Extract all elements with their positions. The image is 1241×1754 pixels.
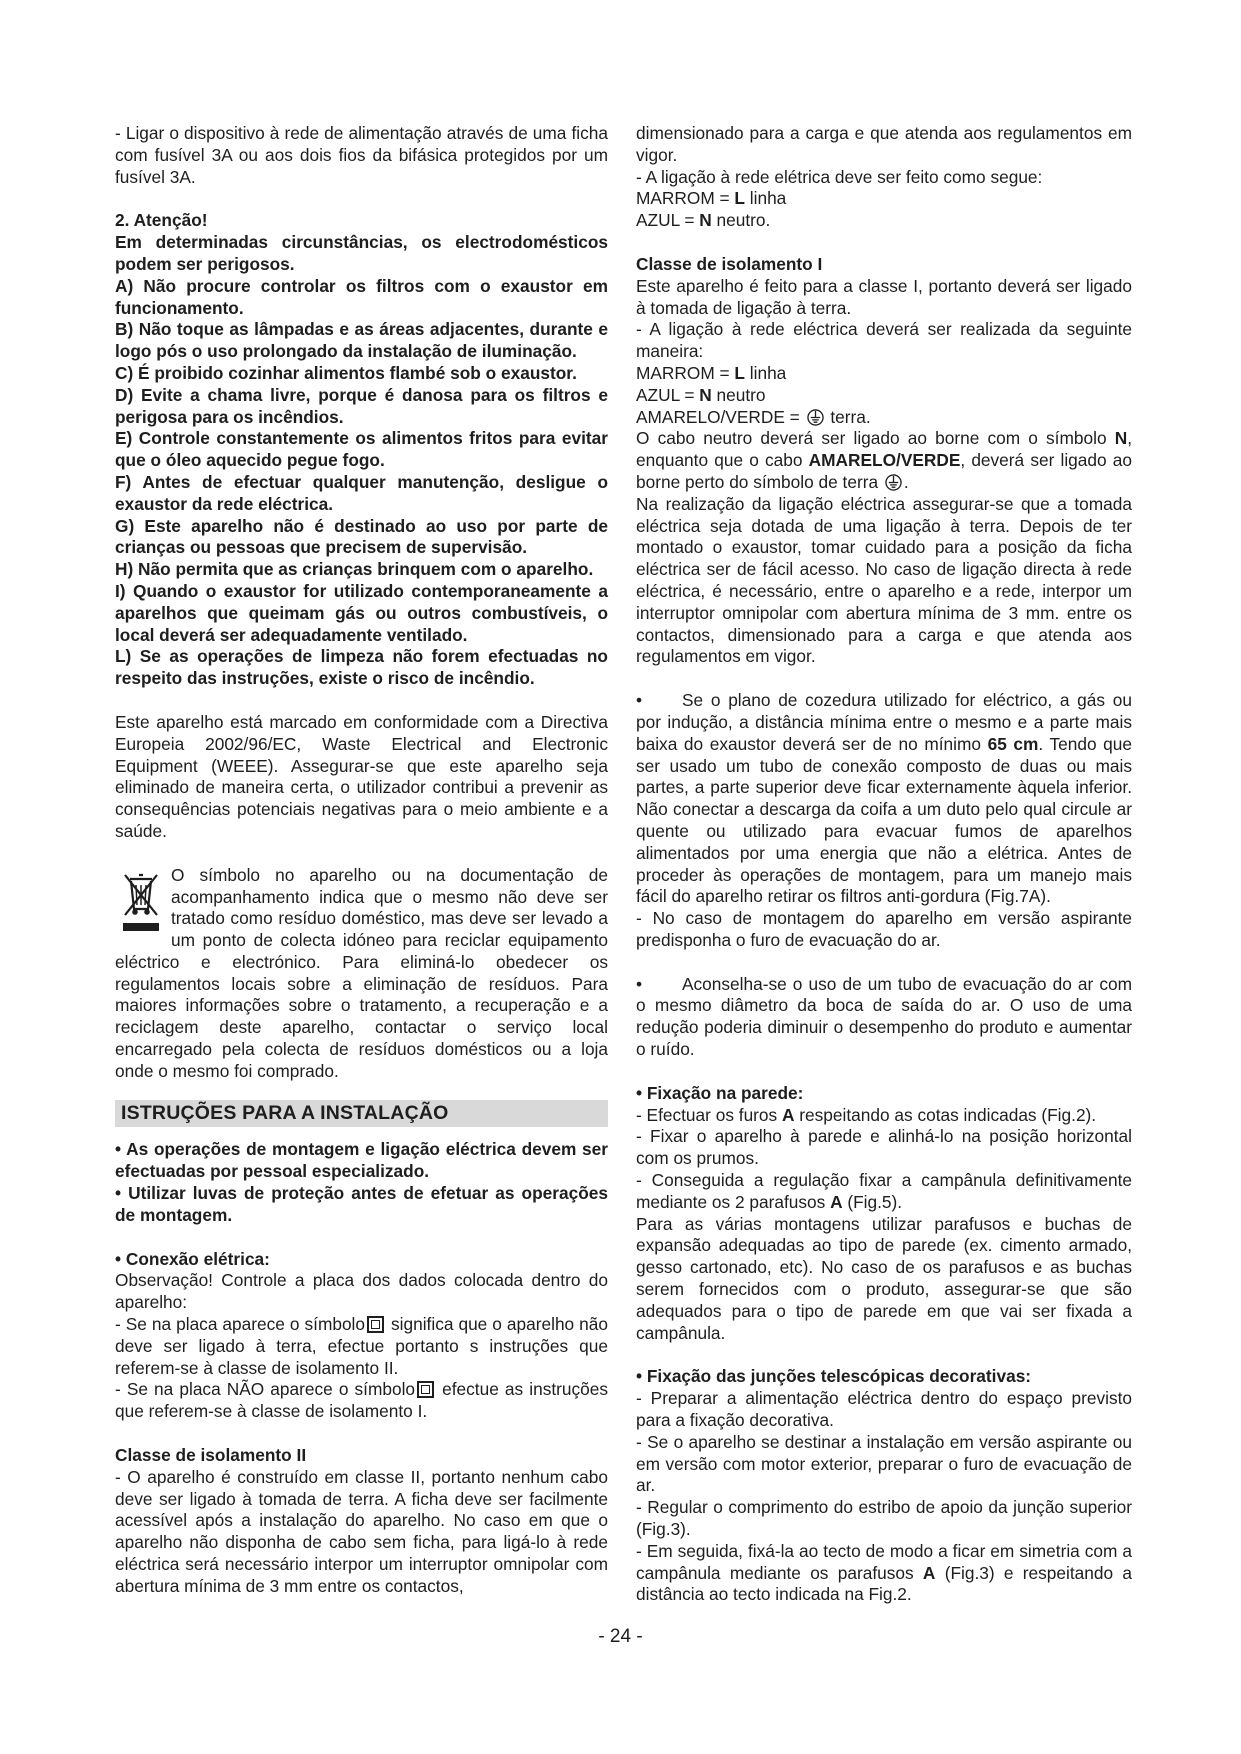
warning-line: Em determinadas circunstâncias, os electrodomésticos podem ser perigosos. bbox=[115, 232, 608, 274]
juncoes-step: - Regular o comprimento do estribo de apoio da junção superior (Fig.3). bbox=[636, 1497, 1132, 1540]
warning-line: G) Este aparelho não é destinado ao uso por parte de crianças ou pessoas que precisem de supervisão. bbox=[115, 515, 608, 558]
amarelo-line: AMARELO/VERDE = terra. bbox=[636, 406, 871, 427]
warning-line: H) Não permita que as crianças brinquem com o aparelho. bbox=[115, 559, 594, 580]
classe2-title: Classe de isolamento II bbox=[115, 1445, 307, 1466]
conexao-paragraph: Observação! Controle a placa dos dados colocada dentro do aparelho: bbox=[115, 1270, 608, 1313]
juncoes-title: • Fixação das junções telescópicas decorativas: bbox=[636, 1366, 1032, 1387]
warning-line: I) Quando o exaustor for utilizado contemporaneamente a aparelhos que queimam gás ou outros combustíveis, o local deverá ser adequadamente ventilado. bbox=[115, 580, 608, 645]
classe2-paragraph: - O aparelho é construído em classe II, portanto nenhum cabo deve ser ligado à tomada de terra. A ficha deve ser facilmente acessível após a instalação do aparelho. No caso em que o aparelho não disponha de cabo sem ficha, para ligá-lo à rede eléctrica será necessário interpor um interruptor omnipolar com abertura mínima de 3 mm entre os contactos, bbox=[115, 1466, 608, 1596]
fix-step: - Conseguida a regulação fixar a campânula definitivamente mediante os 2 parafusos A (Fig.5). bbox=[636, 1170, 1132, 1212]
continuation-paragraph: dimensionado para a carga e que atenda aos regulamentos em vigor. bbox=[636, 123, 1132, 165]
warning-line: F) Antes de efectuar qualquer manutenção, desligue o exaustor da rede eléctrica. bbox=[115, 471, 608, 514]
marrom-line: MARROM = L linha bbox=[636, 362, 787, 383]
bullet-dot: • bbox=[636, 973, 643, 994]
juncoes-step: - Preparar a alimentação eléctrica dentro do espaço previsto para a fixação decorativa. bbox=[636, 1388, 1132, 1431]
connection-intro: - A ligação à rede elétrica deve ser feito como segue: bbox=[636, 166, 1043, 187]
double-insulation-icon bbox=[417, 1381, 434, 1398]
aconselha-paragraph: • Aconselha-se o uso de um tubo de evacuação do ar com o mesmo diâmetro da boca de saída do ar. O uso de uma redução poderia diminuir o desempenho do produto e aumentar o ruído. bbox=[636, 973, 1132, 1060]
plano-paragraph: • Se o plano de cozedura utilizado for eléctrico, a gás ou por indução, a distância mínima entre o mesmo e a parte mais baixa do exaustor deverá ser de no mínimo 65 cm. Tendo que ser usado um tubo de conexão composto de duas ou mais partes, a parte superior deve ficar externamente àquela inferior. Não conectar a descarga da coifa a um duto pelo qual circule ar quente ou utilizado para evacuar fumos de aparelhos alimentados por uma energia que não a elétrica. Antes de proceder às operações de montagem, para um manejo mais fácil do aparelho retirar os filtros anti-gordura (Fig.7A). bbox=[636, 690, 1132, 907]
fuse-paragraph: - Ligar o dispositivo à rede de alimentação através de uma ficha com fusível 3A ou aos dois fios da bifásica protegidos por um fusível 3A. bbox=[115, 123, 608, 187]
juncoes-step: - Se o aparelho se destinar a instalação em versão aspirante ou em versão com motor exterior, preparar o furo de evacuação de ar. bbox=[636, 1431, 1132, 1496]
fixacao-title: • Fixação na parede: bbox=[636, 1082, 804, 1103]
bullet-specialized: • As operações de montagem e ligação eléctrica devem ser efectuadas por pessoal especializado. bbox=[115, 1139, 608, 1182]
double-insulation-icon bbox=[367, 1316, 384, 1333]
ground-icon bbox=[807, 409, 824, 426]
warning-line: E) Controle constantemente os alimentos fritos para evitar que o óleo aquecido pegue fogo. bbox=[115, 428, 608, 471]
weee-block bbox=[115, 865, 608, 1083]
no-caso-paragraph: - No caso de montagem do aparelho em versão aspirante predisponha o furo de evacuação do ar. bbox=[636, 908, 1132, 950]
fix-step: - Fixar o aparelho à parede e alinhá-lo na posição horizontal com os prumos. bbox=[636, 1126, 1132, 1169]
classe1-paragraph: Este aparelho é feito para a classe I, portanto deverá ser ligado à tomada de ligação à terra. bbox=[636, 275, 1132, 318]
symbol-absent-paragraph: - Se na placa NÃO aparece o símbolo efectue as instruções que referem-se à classe de isolamento I. bbox=[115, 1379, 608, 1422]
classe1-connection: - A ligação à rede eléctrica deverá ser realizada da seguinte maneira: bbox=[636, 319, 1132, 362]
fix-step: - Efectuar os furos A respeitando as cotas indicadas (Fig.2). bbox=[636, 1104, 1097, 1125]
azul-line: AZUL = N neutro. bbox=[636, 210, 771, 231]
crossed-bin-icon bbox=[117, 869, 165, 937]
ground-icon bbox=[885, 474, 902, 491]
warning-line: B) Não toque as lâmpadas e as áreas adjacentes, durante e logo pós o uso prolongado da instalação de iluminação. bbox=[115, 319, 608, 362]
azul-line: AZUL = N neutro bbox=[636, 384, 766, 405]
cabo-paragraph: O cabo neutro deverá ser ligado ao borne com o símbolo N, enquanto que o cabo AMARELO/VERDE, deverá ser ligado ao borne perto do símbolo de terra . bbox=[636, 428, 1133, 492]
right-column bbox=[636, 123, 1132, 1606]
warning-title: 2. Atenção! bbox=[115, 210, 208, 231]
bullet-gloves: • Utilizar luvas de proteção antes de efetuar as operações de montagem. bbox=[115, 1183, 608, 1225]
marrom-line: MARROM = L linha bbox=[636, 188, 787, 209]
juncoes-step: - Em seguida, fixá-la ao tecto de modo a ficar em simetria com a campânula mediante os parafusos A (Fig.3) e respeitando a distância ao tecto indicada na Fig.2. bbox=[636, 1540, 1133, 1605]
warning-line: L) Se as operações de limpeza não forem efectuadas no respeito das instruções, existe o risco de incêndio. bbox=[115, 646, 608, 689]
conexao-title: • Conexão elétrica: bbox=[115, 1248, 270, 1269]
left-column bbox=[115, 123, 608, 1598]
classe1-title: Classe de isolamento I bbox=[636, 253, 823, 274]
page-number: - 24 - bbox=[598, 1626, 643, 1647]
warning-line: D) Evite a chama livre, porque é danosa para os filtros e perigosa para os incêndios. bbox=[115, 384, 608, 427]
fix-note: Para as várias montagens utilizar parafusos e buchas de expansão adequadas ao tipo de parede (ex. cimento armado, gesso cartonado, etc). No caso de os parafusos e as buchas serem fornecidos com o produto, assegurar-se que são adequados para o tipo de parede em que vai ser fixada a campânula. bbox=[636, 1213, 1132, 1343]
installation-banner: ISTRUÇÕES PARA A INSTALAÇÃO bbox=[115, 1100, 608, 1128]
weee-paragraph: Este aparelho está marcado em conformidade com a Directiva Europeia 2002/96/EC, Waste Electrical and Electronic Equipment (WEEE). Assegurar-se que este aparelho seja eliminado de maneira certa, o utilizador contribui a prevenir as consequências potenciais negativas para o meio ambiente e a saúde. bbox=[115, 711, 608, 841]
warning-line: A) Não procure controlar os filtros com o exaustor em funcionamento. bbox=[115, 275, 608, 318]
bullet-dot: • bbox=[636, 690, 643, 711]
symbol-present-paragraph: - Se na placa aparece o símbolo significa que o aparelho não deve ser ligado à terra, efectue portanto s instruções que referem-se à classe de isolamento II. bbox=[115, 1314, 608, 1378]
symbol-paragraph: O símbolo no aparelho ou na documentação de acompanhamento indica que o mesmo não deve ser tratado como resíduo doméstico, mas deve ser levado a um ponto de colecta idóneo para reciclar equipamento eléctrico e electrónico. Para eliminá-lo obedecer os regulamentos locais sobre a eliminação de resíduos. Para maiores informações sobre o tratamento, a recuperação e a reciclagem deste aparelho, contactar o serviço local encarregado pela colecta de resíduos domésticos ou a loja onde o mesmo foi comprado. bbox=[115, 864, 608, 1081]
warning-line: C) É proibido cozinhar alimentos flambé sob o exaustor. bbox=[115, 362, 577, 383]
realizacao-paragraph: Na realização da ligação eléctrica assegurar-se que a tomada eléctrica seja dotada de uma ligação à terra. Depois de ter montado o exaustor, tomar cuidado para a posição da ficha eléctrica ser de fácil acesso. No caso de ligação directa à rede eléctrica, é necessário, entre o aparelho e a rede, interpor um interruptor omnipolar com abertura mínima de 3 mm. entre os contactos, dimensionado para a carga e que atenda aos regulamentos em vigor. bbox=[636, 493, 1132, 667]
